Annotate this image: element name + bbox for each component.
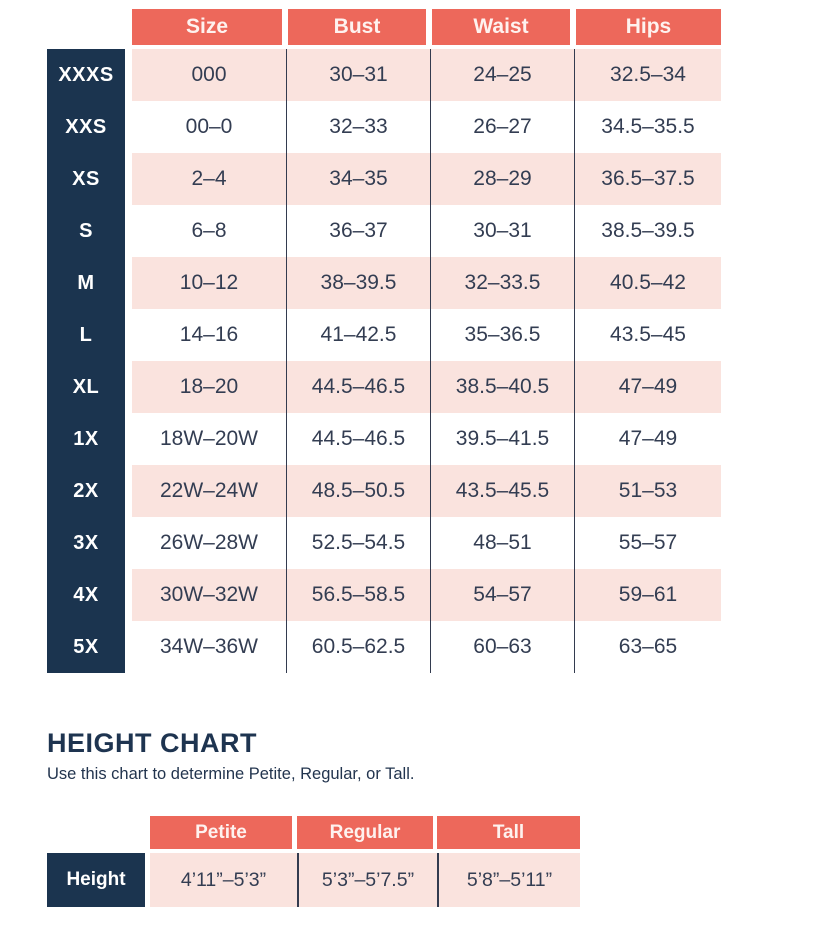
row-label-xs: XS	[72, 167, 100, 190]
bust-cell: 60.5–62.5	[286, 621, 430, 673]
hips-cell: 32.5–34	[574, 49, 721, 101]
hips-cell: 36.5–37.5	[574, 153, 721, 205]
size-cell: 34W–36W	[159, 635, 259, 658]
column-header-bust: Bust	[288, 9, 426, 45]
row-label-xxxs: XXXS	[58, 63, 114, 86]
size-cell: 14–16	[179, 323, 239, 346]
row-label-4x: 4X	[73, 583, 99, 606]
size-cell: 000	[191, 63, 227, 86]
hips-cell: 43.5–45	[574, 309, 721, 361]
height-chart-row	[150, 853, 580, 907]
row-label-s: S	[79, 219, 93, 242]
bust-cell: 30–31	[286, 49, 430, 101]
waist-cell: 30–31	[430, 205, 574, 257]
column-header-regular: Regular	[297, 816, 433, 849]
size-cell: 18W–20W	[159, 427, 259, 450]
bust-cell: 36–37	[286, 205, 430, 257]
bust-cell: 38–39.5	[286, 257, 430, 309]
table-row	[132, 49, 721, 101]
waist-cell: 35–36.5	[430, 309, 574, 361]
petite-height-cell: 4’11”–5’3”	[180, 868, 267, 891]
column-header-petite: Petite	[150, 816, 292, 849]
waist-cell: 28–29	[430, 153, 574, 205]
bust-cell: 44.5–46.5	[286, 413, 430, 465]
table-row	[132, 101, 721, 153]
hips-cell: 55–57	[574, 517, 721, 569]
size-cell: 30W–32W	[159, 583, 259, 606]
size-cell: 26W–28W	[159, 531, 259, 554]
waist-cell: 38.5–40.5	[430, 361, 574, 413]
waist-cell: 26–27	[430, 101, 574, 153]
size-cell: 18–20	[179, 375, 239, 398]
height-row-label: Height	[47, 853, 145, 907]
hips-cell: 51–53	[574, 465, 721, 517]
waist-cell: 48–51	[430, 517, 574, 569]
hips-cell: 47–49	[574, 413, 721, 465]
row-label-2x: 2X	[73, 479, 99, 502]
bust-cell: 56.5–58.5	[286, 569, 430, 621]
waist-cell: 60–63	[430, 621, 574, 673]
hips-cell: 47–49	[574, 361, 721, 413]
waist-cell: 43.5–45.5	[430, 465, 574, 517]
row-label-xl: XL	[72, 375, 100, 398]
table-row	[132, 465, 721, 517]
column-header-size: Size	[132, 9, 282, 45]
row-label-1x: 1X	[73, 427, 99, 450]
row-label-3x: 3X	[73, 531, 99, 554]
waist-cell: 54–57	[430, 569, 574, 621]
row-label-5x: 5X	[73, 635, 99, 658]
bust-cell: 32–33	[286, 101, 430, 153]
table-row	[132, 205, 721, 257]
table-row	[132, 361, 721, 413]
size-cell: 10–12	[179, 271, 239, 294]
table-row	[132, 257, 721, 309]
table-row	[132, 309, 721, 361]
bust-cell: 52.5–54.5	[286, 517, 430, 569]
row-label-l: L	[79, 323, 93, 346]
table-row	[132, 517, 721, 569]
hips-cell: 34.5–35.5	[574, 101, 721, 153]
table-row	[132, 569, 721, 621]
column-header-waist: Waist	[432, 9, 570, 45]
size-cell: 2–4	[191, 167, 227, 190]
row-label-m: M	[77, 271, 95, 294]
waist-cell: 32–33.5	[430, 257, 574, 309]
hips-cell: 59–61	[574, 569, 721, 621]
tall-height-cell: 5’8”–5’11”	[437, 853, 580, 907]
hips-cell: 40.5–42	[574, 257, 721, 309]
waist-cell: 39.5–41.5	[430, 413, 574, 465]
hips-cell: 38.5–39.5	[574, 205, 721, 257]
height-chart-header-row	[150, 816, 580, 849]
table-row	[132, 621, 721, 673]
size-chart-body	[132, 49, 721, 673]
height-chart-subtitle: Use this chart to determine Petite, Regular, or Tall.	[47, 765, 415, 783]
table-row	[132, 413, 721, 465]
waist-cell: 24–25	[430, 49, 574, 101]
regular-height-cell: 5’3”–5’7.5”	[297, 853, 437, 907]
size-chart-label-column	[47, 49, 125, 673]
table-row	[132, 153, 721, 205]
row-label-xxs: XXS	[65, 115, 107, 138]
size-cell: 6–8	[191, 219, 227, 242]
bust-cell: 48.5–50.5	[286, 465, 430, 517]
height-chart-title: HEIGHT CHART	[47, 728, 257, 758]
bust-cell: 34–35	[286, 153, 430, 205]
size-cell: 22W–24W	[159, 479, 259, 502]
column-header-tall: Tall	[437, 816, 580, 849]
size-cell: 00–0	[185, 115, 233, 138]
bust-cell: 44.5–46.5	[286, 361, 430, 413]
hips-cell: 63–65	[574, 621, 721, 673]
size-chart-header-row	[132, 9, 721, 45]
column-header-hips: Hips	[576, 9, 721, 45]
bust-cell: 41–42.5	[286, 309, 430, 361]
